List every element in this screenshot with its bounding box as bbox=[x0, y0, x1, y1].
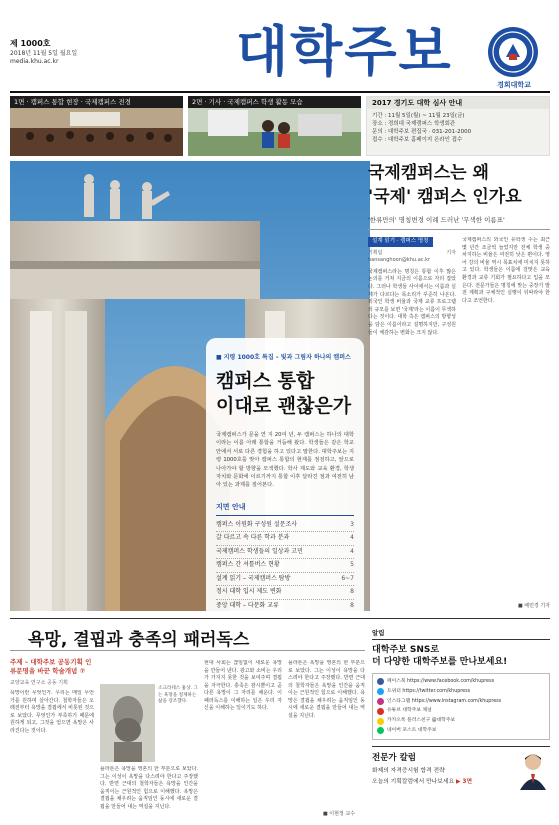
index-page: 5 bbox=[350, 561, 354, 569]
lower-text-3: 현대 사회는 끊임없이 새로운 욕망을 만들어 낸다. 광고와 소비는 우리가 가지지 못한 것을 보여주며 결핍을 자극한다. 충족은 잠시뿐이고 곧 다른 욕망이 그 자리를 채운다. 이 패러독스를 이해하는 일은 우리 자신을 이해하는 일이기도 하다. bbox=[204, 660, 282, 711]
lower-credit: ■ 이현정 교수 bbox=[322, 811, 355, 817]
banner-photo-2[interactable] bbox=[188, 96, 361, 156]
sns-label: 페이스북 https://www.facebook.com/khupress bbox=[387, 679, 495, 684]
naver-icon bbox=[377, 727, 384, 734]
index-page: 8 bbox=[350, 588, 354, 596]
lower-text-1: 욕망이란 무엇인가. 우리는 매일 무언가를 원하며 살아간다. 철학자들은 오래전부터 욕망을 결핍에서 비롯된 것으로 보았다. 무엇인가 부족하기 때문에 원하게 되고, 그것을 얻으면 욕망은 사라진다는 것이다. bbox=[10, 690, 94, 734]
seal-label: 경희대학교 bbox=[497, 81, 531, 89]
hero-headline[interactable] bbox=[216, 369, 354, 419]
hero-kicker: ■ 지령 1000호 특집 – 빛과 그림자 하나의 캠퍼스 bbox=[216, 354, 351, 361]
sns-item-kakao[interactable] bbox=[377, 716, 545, 726]
feature-headline[interactable] bbox=[368, 161, 558, 209]
info-line: 기간 : 11월 5일(월) ~ 11월 23일(금) bbox=[372, 113, 465, 119]
index-item[interactable] bbox=[216, 532, 354, 546]
lower-headline[interactable]: 욕망, 결핍과 충족의 패러독스 bbox=[28, 630, 250, 650]
index-label: 국제캠퍼스 학생들의 일상과 고민 bbox=[216, 547, 303, 555]
sns-item-instagram[interactable] bbox=[377, 697, 545, 707]
index-item[interactable] bbox=[216, 519, 354, 533]
portrait-photo bbox=[100, 684, 155, 762]
ad-title: 전문가 칼럼 bbox=[372, 752, 417, 763]
hero-feature bbox=[10, 161, 370, 611]
hero-headline-line-2: 이대로 괜찮은가 bbox=[216, 395, 352, 417]
feature-byline: 기획팀 기자 hansanghoon@khu.ac.kr bbox=[368, 249, 456, 264]
index-label: 갈 다르고 속 다른 학과 분과 bbox=[216, 534, 290, 542]
feature-tag: 설계 읽기 · 캠퍼스 명칭 bbox=[368, 237, 433, 247]
sidebar-notice bbox=[372, 628, 550, 821]
university-seal-icon bbox=[487, 26, 539, 78]
sns-item-naver[interactable] bbox=[377, 726, 545, 736]
section-rule bbox=[10, 618, 550, 619]
lower-text-4: 플라톤은 욕망을 영혼의 한 부분으로 보았다. 그는 이성이 욕망을 다스려야 한다고 주장했다. 반면 근대의 철학자들은 욕망을 인간을 움직이는 근원적인 힘으로 이해했다. 욕망은 결핍을 채우려는 움직임인 동시에 새로운 결핍을 만들어 내는 역설을 지닌다. bbox=[288, 660, 365, 719]
feature-subhead: '한류만의' 명칭변경 이례 드러난 '무색한 이름표' bbox=[368, 216, 505, 224]
feature-rule bbox=[368, 229, 550, 230]
masthead-rule bbox=[10, 91, 550, 93]
feature-headline-line-1: 국제캠퍼스는 왜 bbox=[368, 163, 489, 183]
index-page: 4 bbox=[350, 534, 354, 542]
index-page: 8 bbox=[350, 601, 354, 609]
sidebar-tag: 알림 bbox=[372, 628, 550, 640]
lower-rule bbox=[10, 650, 365, 651]
socrates-bust-icon bbox=[100, 684, 155, 762]
twitter-icon bbox=[377, 688, 384, 695]
index-page: 3 bbox=[350, 520, 354, 528]
sns-item-twitter[interactable] bbox=[377, 687, 545, 697]
sns-label: 트위터 https://twitter.com/khupress bbox=[387, 688, 471, 694]
banner-info-box[interactable] bbox=[366, 96, 550, 156]
index-label: 캠퍼스 간 셔틀버스 현황 bbox=[216, 561, 280, 569]
feature-article bbox=[368, 161, 550, 611]
index-page: 4 bbox=[350, 547, 354, 555]
index-item[interactable] bbox=[216, 559, 354, 573]
index-label: 정시 대학 입시 제도 변화 bbox=[216, 588, 282, 596]
issue-date: 2018년 11월 5일 월요일 bbox=[10, 50, 78, 57]
sns-list bbox=[372, 673, 550, 740]
columnist-portrait-icon bbox=[518, 750, 548, 790]
info-title: 2017 경기도 대학 심사 안내 bbox=[367, 97, 549, 109]
feature-credit: ■ 배민경 기자 bbox=[517, 603, 550, 609]
feature-headline-line-2: '국제' 캠퍼스 인가요 bbox=[368, 187, 522, 207]
feature-column-1 bbox=[368, 237, 456, 607]
sns-label: 네이버 포스트 대학주보 bbox=[387, 727, 437, 733]
top-banner bbox=[10, 96, 550, 156]
banner-photo-1[interactable] bbox=[10, 96, 183, 156]
issue-number: 제 1000호 bbox=[10, 39, 51, 48]
lower-text-2: 플라톤은 욕망을 영혼의 한 부분으로 보았다. 그는 이성이 욕망을 다스려야 한다고 주장했다. 반면 근대의 철학자들은 욕망을 인간을 움직이는 근원적인 힘으로 이해했다. 욕망은 결핍을 채우려는 움직임인 동시에 새로운 결핍을 만들어 내는 역설을 지닌다. bbox=[100, 766, 198, 810]
sns-label: 인스타그램 https://www.instagram.com/khupress bbox=[387, 698, 502, 704]
ad-box[interactable] bbox=[372, 746, 550, 790]
portrait-caption: 소크라테스 흉상. 그는 욕망을 절제하는 삶을 강조했다. bbox=[158, 686, 198, 705]
feature-columns bbox=[368, 237, 550, 607]
sidebar-title-1: 대학주보 SNS로 bbox=[372, 645, 440, 655]
index-item[interactable] bbox=[216, 586, 354, 600]
series-subtag: 교양교육 연구소 공동 기획 bbox=[10, 680, 68, 686]
sns-item-facebook[interactable] bbox=[377, 677, 545, 687]
banner-label-2: 2면 · 기사 · 국제캠퍼스 학생 활동 모습 bbox=[188, 96, 361, 108]
index-label: 중앙 대학 – 다문화 교류 bbox=[216, 601, 279, 609]
series-tag: 주제 – 대학주보 공동기획 인류문명을 바꾼 학술개념 ⑦ bbox=[10, 658, 92, 675]
hero-body: 국제캠퍼스가 문을 연 지 20여 년, 두 캠퍼스는 하나의 대학이라는 이름 아래 통합을 거듭해 왔다. 학생들은 같은 학교 안에서 서로 다른 경험을 하고 있다고 말한다. 대학주보는 지령 1000호를 맞아 캠퍼스 통합의 현재를 점검하고, 앞으로 나아가야 할 방향을 모색했다. 학사 제도와 교육 환경, 학생 자치와 문화에 이르기까지 통합 이후 달라진 점과 여전히 남아 있는 과제를 짚어본다. bbox=[216, 432, 354, 489]
ad-highlight: ▶ 3면 bbox=[455, 778, 473, 785]
index-item[interactable] bbox=[216, 600, 354, 611]
site-url[interactable]: media.khu.ac.kr bbox=[10, 58, 59, 65]
sidebar-title-2: 더 다양한 대학주보를 만나보세요! bbox=[372, 657, 508, 667]
index-item[interactable] bbox=[216, 573, 354, 587]
feature-text-1: 국제캠퍼스라는 명칭은 통합 이후 많은 논의를 거쳐 지금의 이름으로 자리 잡았다. 그러나 학생들 사이에서는 이름과 실제가 다르다는 목소리가 꾸준히 나온다. 외국인 학생 비율과 국제 교류 프로그램의 규모를 보면 '국제'라는 이름이 무색하다는 것이다. 대학 측은 캠퍼스의 방향성을 담은 이름이라고 설명하지만, 구성원들이 체감하는 변화는 크지 않다. bbox=[368, 268, 456, 336]
youtube-icon bbox=[377, 708, 384, 715]
masthead-meta bbox=[10, 40, 140, 66]
index-title: 지면 안내 bbox=[216, 502, 354, 516]
instagram-icon bbox=[377, 698, 384, 705]
index-page: 6~7 bbox=[341, 574, 354, 582]
index-label: 캠퍼스 이원화 구성원 설문조사 bbox=[216, 520, 298, 528]
banner-label-1: 1면 · 캠퍼스 통합 현장 · 국제캠퍼스 전경 bbox=[10, 96, 183, 108]
kakao-icon bbox=[377, 718, 384, 725]
feature-text-2: 국제캠퍼스의 외국인 유학생 수는 최근 몇 년간 조금씩 늘었지만 전체 학생 중 차지하는 비율은 여전히 낮은 편이다. 영어 강의 비율 역시 목표치에 미치지 못하고 있다. 학생들은 이름에 걸맞은 교육 환경과 교류 기회가 필요하다고 입을 모은다. 전문가들은 명칭에 맞는 중장기 발전 계획과 구체적인 실행이 뒤따라야 한다고 조언한다. bbox=[462, 237, 550, 304]
hero-headline-line-1: 캠퍼스 통합 bbox=[216, 370, 315, 392]
facebook-icon bbox=[377, 678, 384, 685]
index-item[interactable] bbox=[216, 546, 354, 560]
ad-line-1: 화제의 자격증시험 합격 전략 bbox=[372, 767, 445, 774]
info-line: 문의 : 대학주보 편집국 · 031-201-2000 bbox=[372, 129, 472, 135]
ad-line-2-text: 오늘의 기획칼럼에서 만나보세요 bbox=[372, 778, 455, 785]
info-line: 접수 : 대학주보 홈페이지 온라인 접수 bbox=[372, 137, 463, 143]
sns-item-youtube[interactable] bbox=[377, 706, 545, 716]
masthead-title: 대학주보 bbox=[236, 20, 453, 83]
info-line: 장소 : 경희대 국제캠퍼스 학생회관 bbox=[372, 121, 456, 127]
lower-article bbox=[10, 656, 365, 821]
hero-card[interactable] bbox=[206, 338, 364, 611]
feature-column-2 bbox=[462, 237, 550, 607]
sns-label: 카카오톡 플러스친구 @대학주보 bbox=[387, 718, 456, 724]
index-label: 설계 읽기 – 국제캠퍼스 탐방 bbox=[216, 574, 291, 582]
sns-label: 유튜브 대학주보 채널 bbox=[387, 708, 432, 714]
